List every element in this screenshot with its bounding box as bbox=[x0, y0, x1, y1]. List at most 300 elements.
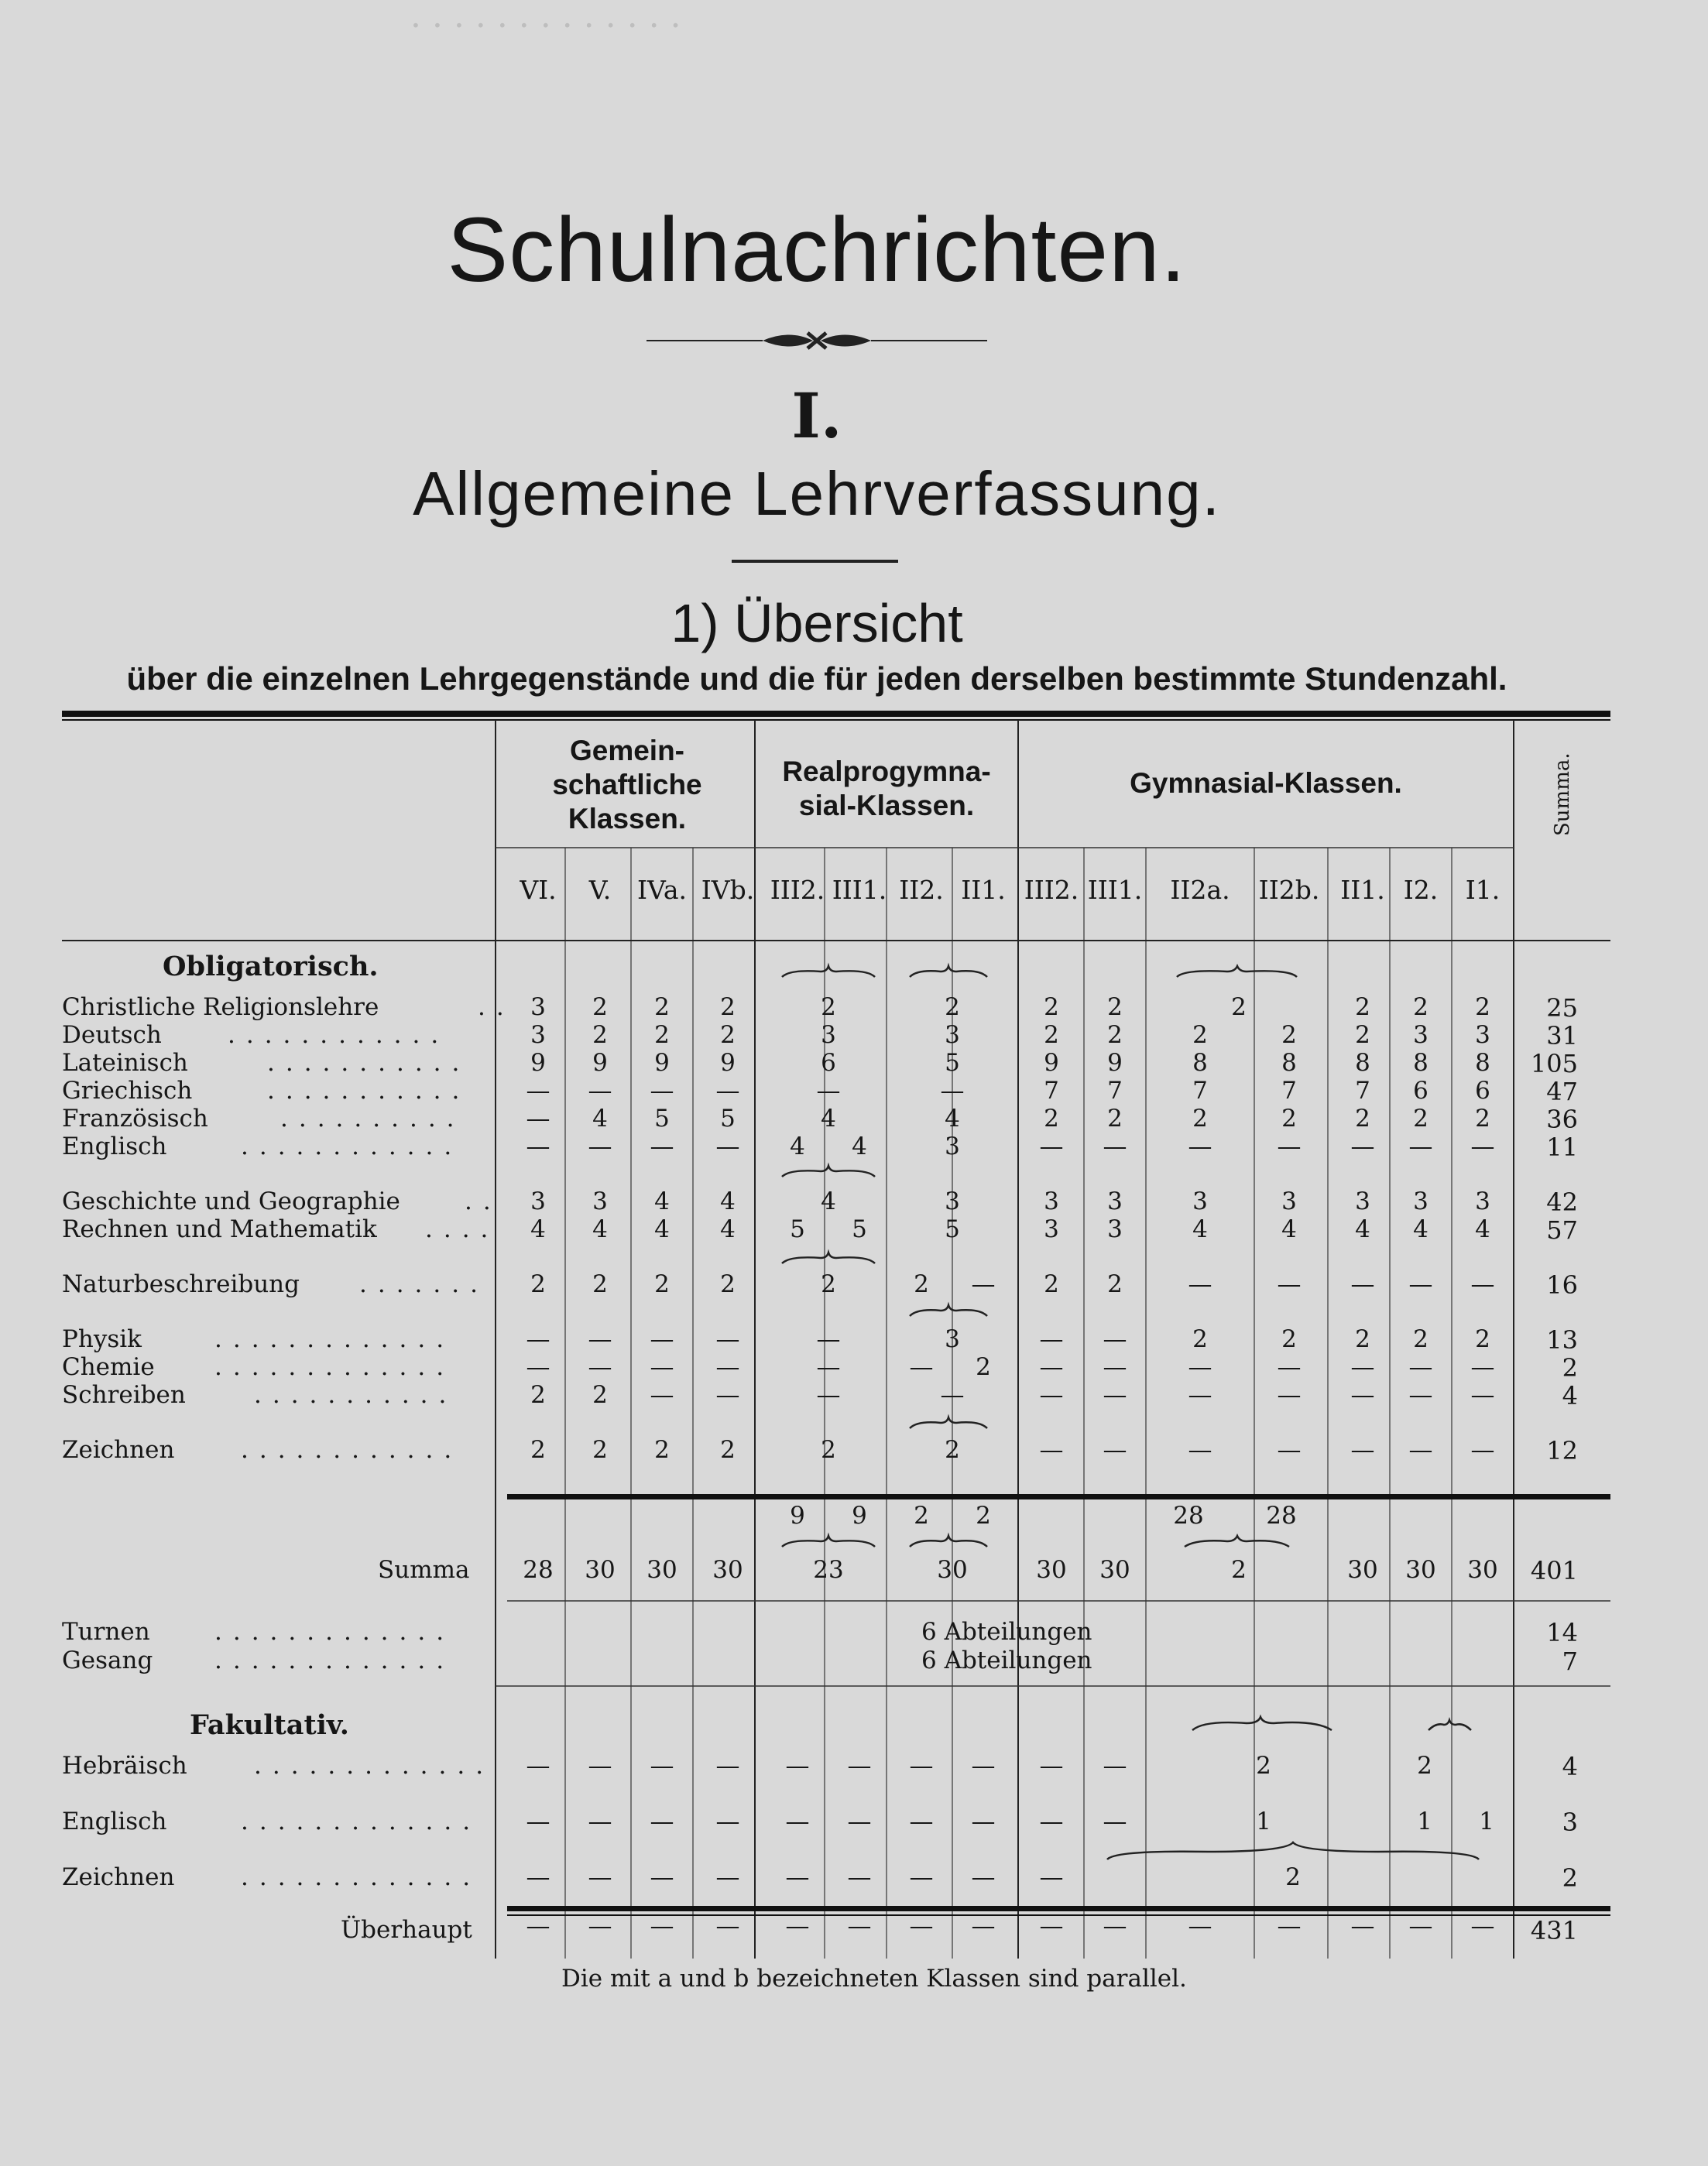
row-sum: 11 bbox=[1546, 1133, 1578, 1162]
row-sum: 16 bbox=[1546, 1270, 1578, 1300]
table-cell: 2 bbox=[1044, 993, 1059, 1021]
table-cell: 3 bbox=[530, 1188, 546, 1215]
table-cell: 5 bbox=[720, 1105, 736, 1133]
column-header: I1. bbox=[1465, 875, 1501, 905]
table-cell-empty: — bbox=[909, 1863, 934, 1891]
table-cell-empty: — bbox=[1039, 1912, 1064, 1940]
table-cell: — bbox=[1470, 1270, 1495, 1298]
table-cell-empty: — bbox=[909, 1752, 934, 1780]
table-cell: — bbox=[715, 1133, 740, 1160]
table-cell: 2 bbox=[1413, 1105, 1428, 1133]
table-cell: 5 bbox=[654, 1105, 670, 1133]
summa-upper-cell: 9 bbox=[852, 1502, 867, 1530]
table-cell: 5 bbox=[790, 1215, 805, 1243]
table-cell: 2 bbox=[821, 1270, 836, 1298]
table-cell: 2 bbox=[821, 993, 836, 1021]
table-cell: — bbox=[1408, 1270, 1433, 1298]
leader-dots: ............. bbox=[241, 1863, 482, 1891]
table-cell: 6 bbox=[821, 1049, 836, 1077]
table-cell-empty: — bbox=[847, 1752, 872, 1780]
table-cell: — bbox=[1188, 1270, 1212, 1298]
table-cell-empty: — bbox=[1039, 1863, 1064, 1891]
table-cell: 5 bbox=[945, 1049, 960, 1077]
leader-dots: ............. bbox=[214, 1647, 455, 1674]
table-cell: — bbox=[1470, 1436, 1495, 1464]
table-cell: — bbox=[1350, 1353, 1375, 1381]
row-label: Schreiben bbox=[62, 1381, 186, 1409]
column-header: IVa. bbox=[636, 875, 687, 905]
table-cell: — bbox=[1470, 1353, 1495, 1381]
table-cell-empty: — bbox=[588, 1863, 612, 1891]
table-cell: — bbox=[526, 1133, 550, 1160]
table-cell: 2 bbox=[1285, 1863, 1301, 1891]
table-cell: 2 bbox=[1192, 1021, 1208, 1049]
table-cell: 3 bbox=[530, 1021, 546, 1049]
column-header: V. bbox=[588, 875, 612, 905]
column-header: III1. bbox=[832, 875, 887, 905]
table-cell-empty: — bbox=[1039, 1808, 1064, 1835]
table-cell: 6 bbox=[1413, 1077, 1428, 1105]
table-cell-empty: — bbox=[847, 1808, 872, 1835]
table-cell: 4 bbox=[654, 1215, 670, 1243]
table-cell-empty: — bbox=[588, 1912, 612, 1940]
table-cell: — bbox=[1277, 1270, 1302, 1298]
ueberhaupt-total: 431 bbox=[1530, 1916, 1578, 1945]
table-cell: — bbox=[1408, 1381, 1433, 1409]
summa-upper-cell: 9 bbox=[790, 1502, 805, 1530]
summa-upper-cell: 28 bbox=[1266, 1502, 1297, 1530]
table-cell: 2 bbox=[592, 993, 608, 1021]
leader-dots: ............. bbox=[214, 1618, 455, 1646]
table-cell: 3 bbox=[1107, 1188, 1123, 1215]
table-cell: — bbox=[1277, 1353, 1302, 1381]
column-header: VI. bbox=[520, 875, 557, 905]
column-header: III2. bbox=[770, 875, 825, 905]
group-header-gym: Gymnasial-Klassen. bbox=[1130, 767, 1402, 799]
summa-cell: 2 bbox=[1231, 1556, 1247, 1584]
table-cell-empty: — bbox=[1350, 1912, 1375, 1940]
table-cell: — bbox=[588, 1325, 612, 1353]
table-cell-empty: — bbox=[785, 1808, 810, 1835]
row-label: Zeichnen bbox=[62, 1436, 175, 1464]
table-cell: 3 bbox=[945, 1133, 960, 1160]
table-cell-empty: — bbox=[1470, 1912, 1495, 1940]
table-cell: 4 bbox=[1413, 1215, 1428, 1243]
table-cell: 2 bbox=[821, 1436, 836, 1464]
summa-cell: 30 bbox=[1405, 1556, 1436, 1584]
table-cell: — bbox=[909, 1353, 934, 1381]
table-cell: — bbox=[1350, 1381, 1375, 1409]
row-sum: 14 bbox=[1546, 1618, 1578, 1647]
table-cell: 4 bbox=[1281, 1215, 1297, 1243]
table-cell: 9 bbox=[1044, 1049, 1059, 1077]
table-cell: — bbox=[816, 1381, 841, 1409]
table-cell: 3 bbox=[1475, 1021, 1490, 1049]
table-cell: 5 bbox=[945, 1215, 960, 1243]
table-cell: — bbox=[1350, 1436, 1375, 1464]
summa-cell: 30 bbox=[1467, 1556, 1498, 1584]
table-cell: 2 bbox=[1281, 1325, 1297, 1353]
table-cell: 2 bbox=[720, 993, 736, 1021]
column-header: II1. bbox=[961, 875, 1006, 905]
table-cell: 3 bbox=[1044, 1188, 1059, 1215]
table-cell: 3 bbox=[530, 993, 546, 1021]
table-cell: 2 bbox=[654, 1021, 670, 1049]
table-cell: — bbox=[526, 1353, 550, 1381]
table-cell: 3 bbox=[1107, 1215, 1123, 1243]
row-label: Hebräisch bbox=[62, 1752, 187, 1780]
table-cell-empty: — bbox=[1277, 1912, 1302, 1940]
table-cell: 2 bbox=[1281, 1105, 1297, 1133]
table-cell-empty: — bbox=[715, 1808, 740, 1835]
table-cell-empty: — bbox=[1103, 1752, 1127, 1780]
column-header: II2. bbox=[899, 875, 944, 905]
table-cell: — bbox=[1188, 1436, 1212, 1464]
leader-dots: ............ bbox=[241, 1436, 463, 1464]
table-cell: 3 bbox=[1044, 1215, 1059, 1243]
page-title: Schulnachrichten. bbox=[447, 199, 1187, 301]
table-cell-empty: — bbox=[526, 1808, 550, 1835]
table-cell: — bbox=[1350, 1133, 1375, 1160]
table-cell: — bbox=[526, 1105, 550, 1133]
table-cell: 4 bbox=[654, 1188, 670, 1215]
table-cell: 3 bbox=[945, 1021, 960, 1049]
table-cell: — bbox=[816, 1325, 841, 1353]
table-cell: — bbox=[1277, 1381, 1302, 1409]
table-cell-empty: — bbox=[1039, 1752, 1064, 1780]
table-cell: 4 bbox=[720, 1188, 736, 1215]
table-cell: 3 bbox=[945, 1325, 960, 1353]
table-cell-empty: — bbox=[588, 1752, 612, 1780]
table-cell: — bbox=[1350, 1270, 1375, 1298]
table-cell: 3 bbox=[1413, 1021, 1428, 1049]
table-cell: 7 bbox=[1044, 1077, 1059, 1105]
leader-dots: ............. bbox=[214, 1325, 455, 1353]
table-cell: 2 bbox=[1475, 1325, 1490, 1353]
table-cell-empty: — bbox=[971, 1912, 996, 1940]
column-header: II1. bbox=[1340, 875, 1385, 905]
table-cell: 9 bbox=[592, 1049, 608, 1077]
table-cell: 2 bbox=[1355, 1105, 1370, 1133]
table-cell: — bbox=[1103, 1353, 1127, 1381]
row-sum: 13 bbox=[1546, 1325, 1578, 1355]
table-cell: 8 bbox=[1475, 1049, 1490, 1077]
table-cell: — bbox=[526, 1077, 550, 1105]
table-cell: — bbox=[588, 1077, 612, 1105]
row-label: Physik bbox=[62, 1325, 142, 1353]
leader-dots: .......... bbox=[280, 1105, 465, 1133]
summa-upper-cell: 28 bbox=[1173, 1502, 1204, 1530]
table-cell: — bbox=[816, 1077, 841, 1105]
table-cell-empty: — bbox=[971, 1863, 996, 1891]
table-cell: 3 bbox=[1475, 1188, 1490, 1215]
table-cell-empty: — bbox=[588, 1808, 612, 1835]
table-cell: — bbox=[715, 1077, 740, 1105]
table-cell: — bbox=[1188, 1133, 1212, 1160]
row-label: Rechnen und Mathematik bbox=[62, 1215, 377, 1243]
row-sum: 4 bbox=[1562, 1381, 1578, 1410]
column-header: III1. bbox=[1087, 875, 1143, 905]
table-cell: — bbox=[1103, 1436, 1127, 1464]
row-label: Griechisch bbox=[62, 1077, 193, 1105]
row-sum: 47 bbox=[1546, 1077, 1578, 1106]
table-cell: 2 bbox=[914, 1270, 929, 1298]
leader-dots: .... bbox=[425, 1215, 499, 1243]
table-cell: — bbox=[1103, 1325, 1127, 1353]
row-sum: 3 bbox=[1562, 1808, 1578, 1837]
bleed-through-text: · · · · · · · · · · · · · bbox=[410, 6, 681, 46]
table-cell: 2 bbox=[720, 1436, 736, 1464]
column-header: I2. bbox=[1403, 875, 1439, 905]
section-title: Allgemeine Lehrverfassung. bbox=[413, 459, 1221, 528]
table-cell: 3 bbox=[945, 1188, 960, 1215]
table-cell: 2 bbox=[654, 993, 670, 1021]
summa-cell: 28 bbox=[523, 1556, 554, 1584]
summa-cell: 30 bbox=[937, 1556, 968, 1584]
table-cell: 4 bbox=[530, 1215, 546, 1243]
table-cell: 5 bbox=[852, 1215, 867, 1243]
row-sum: 2 bbox=[1562, 1863, 1578, 1893]
table-cell-empty: — bbox=[847, 1912, 872, 1940]
table-cell-empty: — bbox=[526, 1863, 550, 1891]
summa-upper-cell: 2 bbox=[914, 1502, 929, 1530]
table-cell: — bbox=[650, 1133, 674, 1160]
table-cell: 2 bbox=[530, 1270, 546, 1298]
table-cell: 2 bbox=[1355, 1325, 1370, 1353]
table-cell: 7 bbox=[1192, 1077, 1208, 1105]
table-cell: 2 bbox=[654, 1436, 670, 1464]
leader-dots: ............. bbox=[241, 1808, 482, 1835]
table-cell: 4 bbox=[1355, 1215, 1370, 1243]
table-cell: 2 bbox=[945, 1436, 960, 1464]
table-cell: 2 bbox=[1107, 993, 1123, 1021]
group-header-summa: Summa. bbox=[1551, 752, 1574, 836]
column-header: II2b. bbox=[1258, 875, 1320, 905]
table-cell: 2 bbox=[1475, 993, 1490, 1021]
table-cell: — bbox=[650, 1325, 674, 1353]
row-label: Zeichnen bbox=[62, 1863, 175, 1891]
table-cell: 2 bbox=[1413, 993, 1428, 1021]
table-cell: 4 bbox=[852, 1133, 867, 1160]
table-cell: 3 bbox=[592, 1188, 608, 1215]
summa-cell: 30 bbox=[712, 1556, 743, 1584]
table-cell-empty: — bbox=[785, 1863, 810, 1891]
table-cell: 7 bbox=[1355, 1077, 1370, 1105]
section-number: I. bbox=[791, 379, 842, 452]
table-cell: 9 bbox=[720, 1049, 736, 1077]
row-label: Französisch bbox=[62, 1105, 208, 1133]
table-cell: — bbox=[650, 1077, 674, 1105]
table-cell-empty: — bbox=[1103, 1808, 1127, 1835]
leader-dots: .. bbox=[478, 993, 515, 1021]
table-cell: 3 bbox=[1192, 1188, 1208, 1215]
table-cell: — bbox=[816, 1353, 841, 1381]
table-cell: 2 bbox=[530, 1381, 546, 1409]
table-cell: 1 bbox=[1479, 1808, 1494, 1835]
row-sum: 57 bbox=[1546, 1215, 1578, 1245]
row-label: Englisch bbox=[62, 1808, 167, 1835]
summa-cell: 30 bbox=[1036, 1556, 1067, 1584]
table-cell: — bbox=[971, 1270, 996, 1298]
table-cell: 4 bbox=[720, 1215, 736, 1243]
table-cell: 2 bbox=[1475, 1105, 1490, 1133]
row-label: Gesang bbox=[62, 1647, 153, 1674]
row-label: Geschichte und Geographie bbox=[62, 1188, 400, 1215]
table-cell: — bbox=[1039, 1353, 1064, 1381]
table-cell-empty: — bbox=[526, 1752, 550, 1780]
row-label: Naturbeschreibung bbox=[62, 1270, 300, 1298]
table-cell: — bbox=[1039, 1381, 1064, 1409]
summa-upper-cell: 2 bbox=[976, 1502, 991, 1530]
column-header: III2. bbox=[1024, 875, 1079, 905]
table-cell-empty: — bbox=[650, 1752, 674, 1780]
table-cell: — bbox=[1470, 1133, 1495, 1160]
table-cell: 4 bbox=[1475, 1215, 1490, 1243]
table-cell: 4 bbox=[821, 1188, 836, 1215]
table-cell: 2 bbox=[1355, 1021, 1370, 1049]
table-cell: — bbox=[1188, 1353, 1212, 1381]
table-cell-empty: — bbox=[650, 1808, 674, 1835]
table-cell-empty: — bbox=[715, 1863, 740, 1891]
row-label: Christliche Religionslehre bbox=[62, 993, 379, 1021]
section-obligatory: Obligatorisch. bbox=[163, 951, 379, 982]
leader-dots: .. bbox=[465, 1188, 502, 1215]
table-cell: — bbox=[1103, 1381, 1127, 1409]
table-cell: — bbox=[1039, 1133, 1064, 1160]
table-cell: 6 bbox=[1475, 1077, 1490, 1105]
row-sum: 25 bbox=[1546, 993, 1578, 1023]
table-cell: — bbox=[1470, 1381, 1495, 1409]
overview-title: 1) Übersicht bbox=[671, 593, 963, 653]
table-cell: 9 bbox=[530, 1049, 546, 1077]
row-text: 6 Abteilungen bbox=[921, 1618, 1092, 1646]
table-cell: 2 bbox=[720, 1270, 736, 1298]
table-cell: 8 bbox=[1281, 1049, 1297, 1077]
row-label: Englisch bbox=[62, 1133, 167, 1160]
table-cell-empty: — bbox=[785, 1912, 810, 1940]
table-cell: 7 bbox=[1107, 1077, 1123, 1105]
table-cell-empty: — bbox=[526, 1912, 550, 1940]
summa-label: Summa bbox=[378, 1556, 470, 1584]
table-cell: 2 bbox=[592, 1436, 608, 1464]
row-sum: 7 bbox=[1562, 1647, 1578, 1676]
table-cell: 2 bbox=[1044, 1021, 1059, 1049]
group-header-real: Realprogymna- sial-Klassen. bbox=[782, 756, 991, 821]
summa-total: 401 bbox=[1530, 1556, 1578, 1585]
table-cell: — bbox=[715, 1325, 740, 1353]
leader-dots: ........... bbox=[254, 1381, 458, 1409]
table-cell: 8 bbox=[1355, 1049, 1370, 1077]
table-cell: — bbox=[1408, 1133, 1433, 1160]
table-cell: 2 bbox=[1044, 1105, 1059, 1133]
table-cell: 2 bbox=[720, 1021, 736, 1049]
table-cell: 2 bbox=[530, 1436, 546, 1464]
row-sum: 4 bbox=[1562, 1752, 1578, 1781]
leader-dots: ............. bbox=[214, 1353, 455, 1381]
table-cell: 2 bbox=[1417, 1752, 1432, 1780]
summa-cell: 30 bbox=[1347, 1556, 1378, 1584]
summa-cell: 23 bbox=[813, 1556, 844, 1584]
table-cell: 2 bbox=[1192, 1325, 1208, 1353]
table-cell: 4 bbox=[1192, 1215, 1208, 1243]
table-cell-empty: — bbox=[650, 1912, 674, 1940]
row-sum: 2 bbox=[1562, 1353, 1578, 1383]
row-sum: 42 bbox=[1546, 1188, 1578, 1217]
table-cell: — bbox=[1039, 1436, 1064, 1464]
table-cell: 3 bbox=[1413, 1188, 1428, 1215]
table-cell: — bbox=[940, 1077, 965, 1105]
table-cell: 2 bbox=[1192, 1105, 1208, 1133]
leader-dots: ........... bbox=[267, 1049, 471, 1077]
table-cell: 2 bbox=[592, 1021, 608, 1049]
table-cell: 3 bbox=[821, 1021, 836, 1049]
table-cell: 9 bbox=[654, 1049, 670, 1077]
table-cell: 7 bbox=[1281, 1077, 1297, 1105]
leader-dots: ............ bbox=[228, 1021, 450, 1049]
overview-description: über die einzelnen Lehrgegenstände und die für jeden derselben bestimmte Stundenzahl. bbox=[126, 660, 1507, 697]
table-cell: — bbox=[1277, 1436, 1302, 1464]
table-cell: 2 bbox=[976, 1353, 991, 1381]
ueberhaupt-label: Überhaupt bbox=[341, 1916, 472, 1944]
table-cell-empty: — bbox=[847, 1863, 872, 1891]
table-cell-empty: — bbox=[785, 1752, 810, 1780]
table-cell: 4 bbox=[821, 1105, 836, 1133]
table-cell: — bbox=[1408, 1436, 1433, 1464]
table-cell: 2 bbox=[592, 1270, 608, 1298]
table-cell: 4 bbox=[592, 1105, 608, 1133]
leader-dots: ........... bbox=[267, 1077, 471, 1105]
table-cell: 2 bbox=[654, 1270, 670, 1298]
column-header: IVb. bbox=[701, 875, 755, 905]
table-cell: 2 bbox=[1355, 993, 1370, 1021]
table-cell: 2 bbox=[1107, 1021, 1123, 1049]
table-cell: 2 bbox=[1413, 1325, 1428, 1353]
table-cell: 2 bbox=[1231, 993, 1247, 1021]
row-label: Chemie bbox=[62, 1353, 155, 1381]
table-cell: — bbox=[650, 1381, 674, 1409]
table-cell: — bbox=[715, 1353, 740, 1381]
table-cell: 8 bbox=[1413, 1049, 1428, 1077]
table-cell: 9 bbox=[1107, 1049, 1123, 1077]
table-cell: — bbox=[1188, 1381, 1212, 1409]
row-text: 6 Abteilungen bbox=[921, 1647, 1092, 1674]
summa-cell: 30 bbox=[1099, 1556, 1130, 1584]
table-cell: 1 bbox=[1417, 1808, 1432, 1835]
table-cell: — bbox=[526, 1325, 550, 1353]
section-facultative: Fakultativ. bbox=[190, 1709, 349, 1741]
table-cell-empty: — bbox=[650, 1863, 674, 1891]
table-cell: 8 bbox=[1192, 1049, 1208, 1077]
table-cell: 2 bbox=[1281, 1021, 1297, 1049]
table-cell: — bbox=[588, 1133, 612, 1160]
table-cell: 2 bbox=[1044, 1270, 1059, 1298]
table-cell: — bbox=[1277, 1133, 1302, 1160]
table-cell: 4 bbox=[592, 1215, 608, 1243]
group-header-common: Gemein- schaftliche Klassen. bbox=[552, 735, 702, 835]
table-cell: — bbox=[940, 1381, 965, 1409]
table-cell-empty: — bbox=[971, 1752, 996, 1780]
row-sum: 105 bbox=[1530, 1049, 1578, 1078]
column-header: II2a. bbox=[1170, 875, 1230, 905]
table-cell-empty: — bbox=[909, 1912, 934, 1940]
table-cell: 2 bbox=[1107, 1105, 1123, 1133]
table-cell: 2 bbox=[1256, 1752, 1271, 1780]
row-sum: 36 bbox=[1546, 1105, 1578, 1134]
table-cell-empty: — bbox=[1103, 1912, 1127, 1940]
leader-dots: ............ bbox=[241, 1133, 463, 1160]
table-cell: 3 bbox=[1355, 1188, 1370, 1215]
table-cell: — bbox=[1039, 1325, 1064, 1353]
